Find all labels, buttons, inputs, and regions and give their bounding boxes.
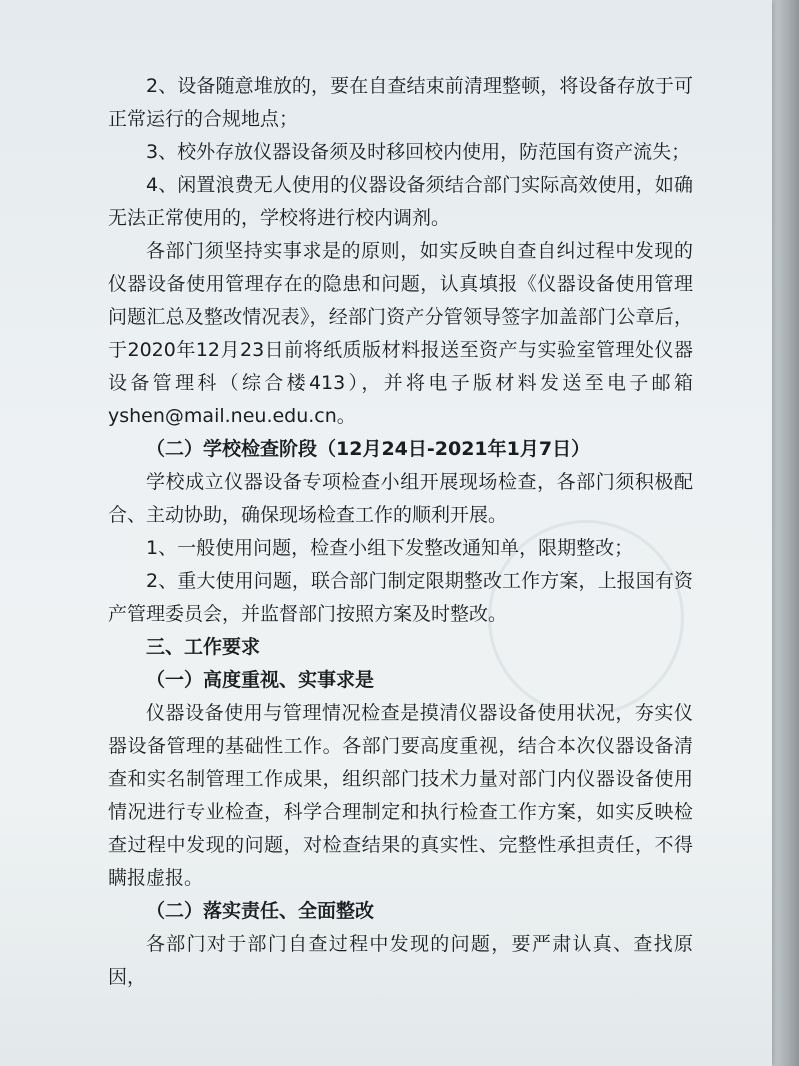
paragraph-inspection-team: 学校成立仪器设备专项检查小组开展现场检查，各部门须积极配合、主动协助，确保现场检查工作的顺利开展。 — [108, 471, 693, 526]
paragraph-submission-instructions: 各部门须坚持实事求是的原则，如实反映自查自纠过程中发现的仪器设备使用管理存在的隐患和问题，认真填报《仪器设备使用管理问题汇总及整改情况表》，经部门资产分管领导签字加盖部门公章后，于2020年12月23日前将纸质版材料报送至资产与实验室管理处仪器设备管理科（综合楼413），并将电子版材料发送至电子邮箱yshen@mail.neu.edu.cn。 — [108, 240, 693, 427]
paragraph-item-2: 2、设备随意堆放的，要在自查结束前清理整顿，将设备存放于可正常运行的合规地点； — [108, 75, 693, 130]
paragraph-item-4: 4、闲置浪费无人使用的仪器设备须结合部门实际高效使用，如确无法正常使用的，学校将进行校内调剂。 — [108, 174, 693, 229]
paragraph-general-issues: 1、一般使用问题，检查小组下发整改通知单，限期整改； — [146, 537, 634, 559]
heading-school-inspection-stage: （二）学校检查阶段（12月24日-2021年1月7日） — [146, 438, 591, 460]
heading-work-requirements: 三、工作要求 — [146, 636, 261, 658]
heading-implement-responsibility: （二）落实责任、全面整改 — [146, 900, 375, 922]
paragraph-importance: 仪器设备使用与管理情况检查是摸清仪器设备使用状况，夯实仪器设备管理的基础性工作。各部门要高度重视，结合本次仪器设备清查和实名制管理工作成果，组织部门技术力量对部门内仪器设备使用情况进行专业检查，科学合理制定和执行检查工作方案，如实反映检查过程中发现的问题，对检查结果的真实性、完整性承担责任，不得瞒报虚报。 — [108, 702, 693, 889]
page-edge — [769, 0, 799, 1066]
document-body — [108, 70, 693, 994]
paragraph-responsibility: 各部门对于部门自查过程中发现的问题，要严肃认真、查找原因， — [108, 933, 693, 988]
paragraph-major-issues: 2、重大使用问题，联合部门制定限期整改工作方案，上报国有资产管理委员会，并监督部门按照方案及时整改。 — [108, 570, 693, 625]
paragraph-item-3: 3、校外存放仪器设备须及时移回校内使用，防范国有资产流失； — [146, 141, 691, 163]
heading-attach-importance: （一）高度重视、实事求是 — [146, 669, 375, 691]
